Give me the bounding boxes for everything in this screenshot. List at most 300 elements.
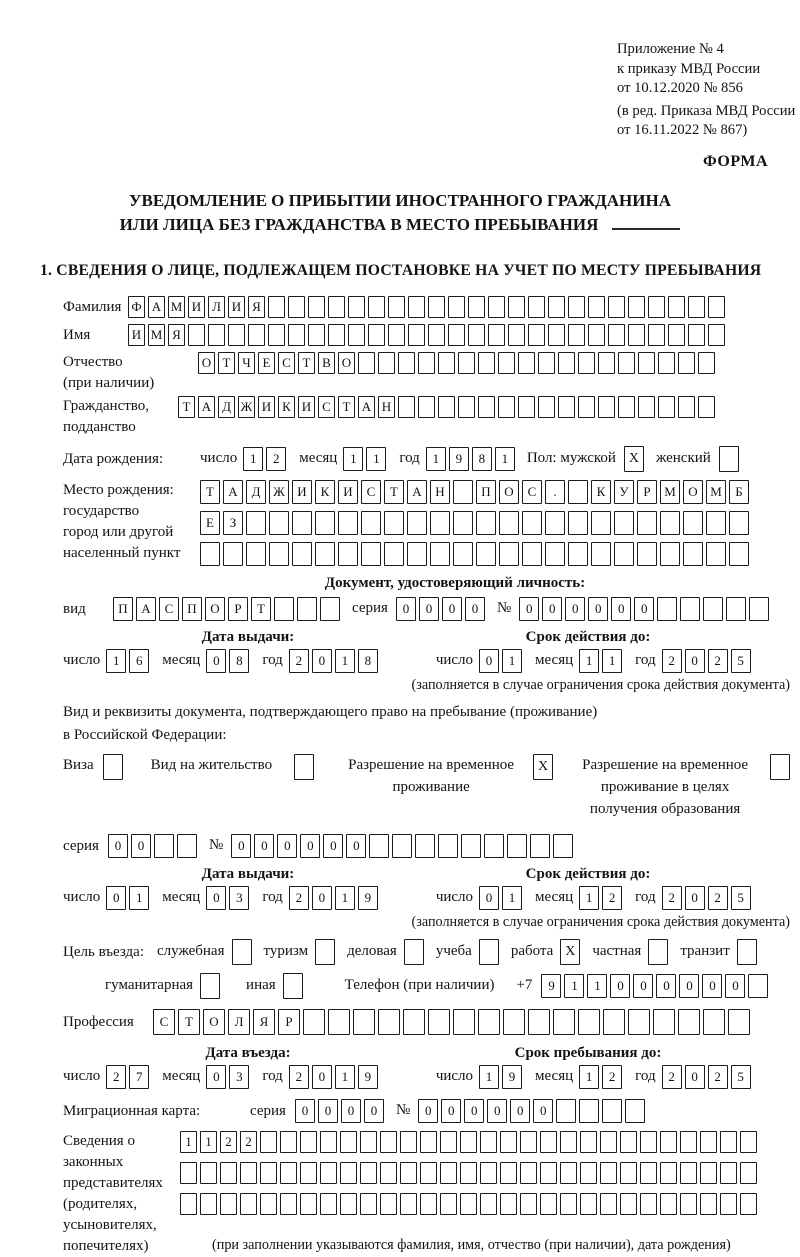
char-cell[interactable]: . bbox=[545, 480, 565, 504]
char-cell[interactable] bbox=[628, 1009, 650, 1035]
char-cell[interactable] bbox=[297, 597, 317, 621]
char-cell[interactable] bbox=[568, 542, 588, 566]
char-cell[interactable] bbox=[458, 396, 475, 418]
char-cell[interactable] bbox=[708, 296, 725, 318]
char-cell[interactable]: А bbox=[223, 480, 243, 504]
char-cell[interactable] bbox=[618, 396, 635, 418]
char-cell[interactable]: 0 bbox=[131, 834, 151, 858]
char-cell[interactable] bbox=[640, 1193, 657, 1215]
char-cell[interactable] bbox=[260, 1131, 277, 1153]
char-cell[interactable] bbox=[269, 542, 289, 566]
char-cell[interactable] bbox=[240, 1162, 257, 1184]
char-cell[interactable] bbox=[103, 754, 123, 780]
char-cell[interactable]: А bbox=[407, 480, 427, 504]
char-cell[interactable] bbox=[340, 1162, 357, 1184]
char-cell[interactable] bbox=[428, 324, 445, 346]
char-cell[interactable]: 0 bbox=[542, 597, 562, 621]
char-cell[interactable]: И bbox=[258, 396, 275, 418]
char-cell[interactable] bbox=[380, 1193, 397, 1215]
char-cell[interactable] bbox=[348, 296, 365, 318]
char-cell[interactable] bbox=[740, 1193, 757, 1215]
char-cell[interactable] bbox=[398, 352, 415, 374]
char-cell[interactable] bbox=[591, 542, 611, 566]
char-cell[interactable] bbox=[338, 511, 358, 535]
char-cell[interactable]: О bbox=[205, 597, 225, 621]
char-cell[interactable] bbox=[530, 834, 550, 858]
char-cell[interactable]: А bbox=[136, 597, 156, 621]
char-cell[interactable] bbox=[408, 324, 425, 346]
char-cell[interactable] bbox=[540, 1193, 557, 1215]
char-cell[interactable] bbox=[228, 324, 245, 346]
char-cell[interactable] bbox=[678, 396, 695, 418]
char-cell[interactable]: 1 bbox=[343, 447, 363, 471]
char-cell[interactable] bbox=[503, 1009, 525, 1035]
char-cell[interactable]: 0 bbox=[685, 1065, 705, 1089]
char-cell[interactable]: О bbox=[203, 1009, 225, 1035]
char-cell[interactable]: И bbox=[338, 480, 358, 504]
char-cell[interactable] bbox=[498, 352, 515, 374]
char-cell[interactable] bbox=[292, 542, 312, 566]
char-cell[interactable] bbox=[706, 511, 726, 535]
char-cell[interactable]: 5 bbox=[731, 1065, 751, 1089]
char-cell[interactable]: 2 bbox=[708, 886, 728, 910]
char-cell[interactable]: 0 bbox=[656, 974, 676, 998]
char-cell[interactable] bbox=[680, 1162, 697, 1184]
char-cell[interactable]: 9 bbox=[358, 886, 378, 910]
char-cell[interactable]: 0 bbox=[364, 1099, 384, 1123]
char-cell[interactable] bbox=[288, 296, 305, 318]
char-cell[interactable] bbox=[328, 1009, 350, 1035]
char-cell[interactable]: 0 bbox=[418, 1099, 438, 1123]
char-cell[interactable]: 1 bbox=[479, 1065, 499, 1089]
char-cell[interactable] bbox=[438, 352, 455, 374]
char-cell[interactable] bbox=[388, 296, 405, 318]
char-cell[interactable]: 0 bbox=[510, 1099, 530, 1123]
char-cell[interactable]: 9 bbox=[358, 1065, 378, 1089]
char-cell[interactable] bbox=[660, 511, 680, 535]
char-cell[interactable]: Т bbox=[338, 396, 355, 418]
char-cell[interactable] bbox=[683, 511, 703, 535]
char-cell[interactable] bbox=[726, 597, 746, 621]
char-cell[interactable] bbox=[268, 296, 285, 318]
char-cell[interactable]: С bbox=[278, 352, 295, 374]
char-cell[interactable] bbox=[680, 1193, 697, 1215]
char-cell[interactable] bbox=[358, 352, 375, 374]
char-cell[interactable] bbox=[528, 1009, 550, 1035]
char-cell[interactable] bbox=[560, 1162, 577, 1184]
char-cell[interactable] bbox=[180, 1162, 197, 1184]
char-cell[interactable] bbox=[478, 352, 495, 374]
char-cell[interactable] bbox=[737, 939, 757, 965]
char-cell[interactable] bbox=[553, 834, 573, 858]
char-cell[interactable] bbox=[274, 597, 294, 621]
char-cell[interactable] bbox=[500, 1162, 517, 1184]
char-cell[interactable] bbox=[460, 1162, 477, 1184]
char-cell[interactable] bbox=[640, 1162, 657, 1184]
char-cell[interactable]: 0 bbox=[277, 834, 297, 858]
char-cell[interactable] bbox=[177, 834, 197, 858]
char-cell[interactable] bbox=[348, 324, 365, 346]
char-cell[interactable]: 2 bbox=[602, 886, 622, 910]
char-cell[interactable]: 0 bbox=[300, 834, 320, 858]
char-cell[interactable]: 0 bbox=[610, 974, 630, 998]
char-cell[interactable] bbox=[460, 1193, 477, 1215]
char-cell[interactable] bbox=[478, 396, 495, 418]
char-cell[interactable] bbox=[620, 1131, 637, 1153]
char-cell[interactable] bbox=[361, 511, 381, 535]
char-cell[interactable] bbox=[700, 1131, 717, 1153]
char-cell[interactable]: 9 bbox=[449, 447, 469, 471]
char-cell[interactable] bbox=[340, 1131, 357, 1153]
char-cell[interactable] bbox=[499, 542, 519, 566]
char-cell[interactable] bbox=[680, 597, 700, 621]
char-cell[interactable] bbox=[308, 324, 325, 346]
char-cell[interactable] bbox=[453, 480, 473, 504]
char-cell[interactable] bbox=[700, 1162, 717, 1184]
char-cell[interactable]: Ч bbox=[238, 352, 255, 374]
char-cell[interactable] bbox=[468, 324, 485, 346]
char-cell[interactable]: 0 bbox=[464, 1099, 484, 1123]
char-cell[interactable]: Я bbox=[253, 1009, 275, 1035]
char-cell[interactable] bbox=[729, 542, 749, 566]
char-cell[interactable]: А bbox=[358, 396, 375, 418]
char-cell[interactable]: 9 bbox=[502, 1065, 522, 1089]
char-cell[interactable]: У bbox=[614, 480, 634, 504]
char-cell[interactable]: О bbox=[683, 480, 703, 504]
char-cell[interactable] bbox=[600, 1162, 617, 1184]
char-cell[interactable] bbox=[708, 324, 725, 346]
char-cell[interactable] bbox=[500, 1131, 517, 1153]
char-cell[interactable] bbox=[480, 1131, 497, 1153]
char-cell[interactable] bbox=[340, 1193, 357, 1215]
char-cell[interactable]: 0 bbox=[487, 1099, 507, 1123]
char-cell[interactable]: 2 bbox=[662, 1065, 682, 1089]
char-cell[interactable] bbox=[580, 1193, 597, 1215]
char-cell[interactable]: И bbox=[188, 296, 205, 318]
char-cell[interactable]: Р bbox=[278, 1009, 300, 1035]
char-cell[interactable]: М bbox=[148, 324, 165, 346]
char-cell[interactable] bbox=[260, 1193, 277, 1215]
char-cell[interactable] bbox=[591, 511, 611, 535]
char-cell[interactable] bbox=[660, 1131, 677, 1153]
char-cell[interactable] bbox=[588, 296, 605, 318]
char-cell[interactable] bbox=[280, 1131, 297, 1153]
char-cell[interactable] bbox=[476, 511, 496, 535]
char-cell[interactable] bbox=[688, 324, 705, 346]
char-cell[interactable] bbox=[628, 324, 645, 346]
char-cell[interactable]: 0 bbox=[479, 886, 499, 910]
char-cell[interactable] bbox=[320, 597, 340, 621]
char-cell[interactable]: 0 bbox=[725, 974, 745, 998]
char-cell[interactable]: К bbox=[591, 480, 611, 504]
char-cell[interactable]: 1 bbox=[129, 886, 149, 910]
char-cell[interactable]: 0 bbox=[565, 597, 585, 621]
char-cell[interactable]: И bbox=[128, 324, 145, 346]
char-cell[interactable] bbox=[603, 1009, 625, 1035]
char-cell[interactable] bbox=[188, 324, 205, 346]
char-cell[interactable] bbox=[200, 1193, 217, 1215]
char-cell[interactable]: 1 bbox=[426, 447, 446, 471]
char-cell[interactable] bbox=[288, 324, 305, 346]
char-cell[interactable] bbox=[378, 352, 395, 374]
char-cell[interactable]: 0 bbox=[533, 1099, 553, 1123]
char-cell[interactable]: 1 bbox=[502, 649, 522, 673]
char-cell[interactable] bbox=[380, 1131, 397, 1153]
char-cell[interactable] bbox=[418, 396, 435, 418]
char-cell[interactable] bbox=[368, 324, 385, 346]
char-cell[interactable] bbox=[640, 1131, 657, 1153]
char-cell[interactable]: 0 bbox=[685, 649, 705, 673]
char-cell[interactable] bbox=[579, 1099, 599, 1123]
char-cell[interactable] bbox=[294, 754, 314, 780]
char-cell[interactable] bbox=[668, 324, 685, 346]
char-cell[interactable] bbox=[553, 1009, 575, 1035]
char-cell[interactable] bbox=[578, 1009, 600, 1035]
char-cell[interactable]: 8 bbox=[229, 649, 249, 673]
char-cell[interactable] bbox=[328, 324, 345, 346]
char-cell[interactable]: И bbox=[228, 296, 245, 318]
char-cell[interactable] bbox=[568, 480, 588, 504]
char-cell[interactable] bbox=[415, 834, 435, 858]
char-cell[interactable]: 2 bbox=[240, 1131, 257, 1153]
char-cell[interactable]: 1 bbox=[243, 447, 263, 471]
char-cell[interactable] bbox=[538, 352, 555, 374]
char-cell[interactable]: 0 bbox=[341, 1099, 361, 1123]
char-cell[interactable] bbox=[223, 542, 243, 566]
char-cell[interactable]: 0 bbox=[312, 649, 332, 673]
char-cell[interactable]: Я bbox=[248, 296, 265, 318]
char-cell[interactable] bbox=[540, 1162, 557, 1184]
char-cell[interactable]: 8 bbox=[472, 447, 492, 471]
char-cell[interactable] bbox=[280, 1162, 297, 1184]
char-cell[interactable]: 0 bbox=[396, 597, 416, 621]
char-cell[interactable] bbox=[668, 296, 685, 318]
char-cell[interactable]: 0 bbox=[588, 597, 608, 621]
char-cell[interactable] bbox=[246, 542, 266, 566]
char-cell[interactable] bbox=[315, 542, 335, 566]
char-cell[interactable] bbox=[453, 511, 473, 535]
char-cell[interactable] bbox=[440, 1193, 457, 1215]
char-cell[interactable]: 0 bbox=[611, 597, 631, 621]
char-cell[interactable]: О bbox=[499, 480, 519, 504]
char-cell[interactable] bbox=[520, 1193, 537, 1215]
char-cell[interactable]: 1 bbox=[495, 447, 515, 471]
char-cell[interactable]: А bbox=[198, 396, 215, 418]
char-cell[interactable] bbox=[720, 1193, 737, 1215]
char-cell[interactable]: 9 bbox=[541, 974, 561, 998]
char-cell[interactable] bbox=[698, 396, 715, 418]
char-cell[interactable]: 5 bbox=[731, 886, 751, 910]
char-cell[interactable]: П bbox=[182, 597, 202, 621]
char-cell[interactable]: Т bbox=[200, 480, 220, 504]
char-cell[interactable] bbox=[620, 1193, 637, 1215]
char-cell[interactable]: 1 bbox=[180, 1131, 197, 1153]
char-cell[interactable]: 0 bbox=[206, 649, 226, 673]
char-cell[interactable] bbox=[568, 296, 585, 318]
char-cell[interactable]: Н bbox=[430, 480, 450, 504]
char-cell[interactable] bbox=[568, 511, 588, 535]
char-cell[interactable]: 0 bbox=[108, 834, 128, 858]
char-cell[interactable] bbox=[580, 1131, 597, 1153]
char-cell[interactable] bbox=[538, 396, 555, 418]
char-cell[interactable] bbox=[480, 1162, 497, 1184]
char-cell[interactable]: О bbox=[198, 352, 215, 374]
char-cell[interactable] bbox=[614, 542, 634, 566]
char-cell[interactable] bbox=[200, 1162, 217, 1184]
char-cell[interactable] bbox=[683, 542, 703, 566]
char-cell[interactable] bbox=[720, 1131, 737, 1153]
char-cell[interactable] bbox=[360, 1131, 377, 1153]
char-cell[interactable] bbox=[545, 511, 565, 535]
char-cell[interactable]: 1 bbox=[579, 649, 599, 673]
char-cell[interactable] bbox=[248, 324, 265, 346]
char-cell[interactable] bbox=[518, 352, 535, 374]
char-cell[interactable] bbox=[180, 1193, 197, 1215]
char-cell[interactable] bbox=[598, 396, 615, 418]
char-cell[interactable] bbox=[430, 542, 450, 566]
char-cell[interactable] bbox=[378, 1009, 400, 1035]
char-cell[interactable] bbox=[353, 1009, 375, 1035]
char-cell[interactable]: Ж bbox=[238, 396, 255, 418]
char-cell[interactable] bbox=[648, 324, 665, 346]
char-cell[interactable]: 1 bbox=[587, 974, 607, 998]
char-cell[interactable]: 0 bbox=[465, 597, 485, 621]
char-cell[interactable] bbox=[338, 542, 358, 566]
char-cell[interactable]: 0 bbox=[702, 974, 722, 998]
char-cell[interactable] bbox=[558, 396, 575, 418]
char-cell[interactable]: И bbox=[292, 480, 312, 504]
char-cell[interactable]: 2 bbox=[708, 649, 728, 673]
char-cell[interactable] bbox=[648, 939, 668, 965]
char-cell[interactable]: Т bbox=[178, 1009, 200, 1035]
char-cell[interactable] bbox=[540, 1131, 557, 1153]
char-cell[interactable]: Р bbox=[228, 597, 248, 621]
char-cell[interactable] bbox=[608, 324, 625, 346]
char-cell[interactable] bbox=[637, 511, 657, 535]
char-cell[interactable] bbox=[328, 296, 345, 318]
char-cell[interactable]: К bbox=[315, 480, 335, 504]
char-cell[interactable]: 2 bbox=[289, 649, 309, 673]
char-cell[interactable]: 0 bbox=[346, 834, 366, 858]
char-cell[interactable] bbox=[480, 1193, 497, 1215]
char-cell[interactable] bbox=[200, 542, 220, 566]
char-cell[interactable] bbox=[706, 542, 726, 566]
char-cell[interactable] bbox=[770, 754, 790, 780]
char-cell[interactable] bbox=[320, 1131, 337, 1153]
char-cell[interactable] bbox=[520, 1162, 537, 1184]
char-cell[interactable] bbox=[460, 1131, 477, 1153]
char-cell[interactable]: X bbox=[624, 446, 644, 472]
char-cell[interactable]: X bbox=[533, 754, 553, 780]
char-cell[interactable] bbox=[678, 1009, 700, 1035]
char-cell[interactable] bbox=[398, 396, 415, 418]
char-cell[interactable]: 3 bbox=[229, 886, 249, 910]
char-cell[interactable]: 1 bbox=[335, 886, 355, 910]
char-cell[interactable] bbox=[719, 446, 739, 472]
char-cell[interactable]: Е bbox=[200, 511, 220, 535]
char-cell[interactable] bbox=[361, 542, 381, 566]
char-cell[interactable]: 0 bbox=[312, 1065, 332, 1089]
char-cell[interactable] bbox=[303, 1009, 325, 1035]
char-cell[interactable] bbox=[556, 1099, 576, 1123]
char-cell[interactable]: 0 bbox=[519, 597, 539, 621]
char-cell[interactable] bbox=[658, 396, 675, 418]
char-cell[interactable]: М bbox=[168, 296, 185, 318]
char-cell[interactable] bbox=[407, 511, 427, 535]
char-cell[interactable] bbox=[720, 1162, 737, 1184]
char-cell[interactable] bbox=[408, 296, 425, 318]
char-cell[interactable]: Ф bbox=[128, 296, 145, 318]
char-cell[interactable] bbox=[740, 1131, 757, 1153]
char-cell[interactable] bbox=[614, 511, 634, 535]
char-cell[interactable]: 7 bbox=[129, 1065, 149, 1089]
char-cell[interactable] bbox=[678, 352, 695, 374]
char-cell[interactable] bbox=[246, 511, 266, 535]
char-cell[interactable]: С bbox=[318, 396, 335, 418]
char-cell[interactable] bbox=[657, 597, 677, 621]
char-cell[interactable] bbox=[268, 324, 285, 346]
char-cell[interactable]: 6 bbox=[129, 649, 149, 673]
char-cell[interactable]: Т bbox=[178, 396, 195, 418]
char-cell[interactable] bbox=[520, 1131, 537, 1153]
char-cell[interactable] bbox=[269, 511, 289, 535]
char-cell[interactable]: Я bbox=[168, 324, 185, 346]
char-cell[interactable]: 0 bbox=[106, 886, 126, 910]
char-cell[interactable]: 0 bbox=[206, 886, 226, 910]
char-cell[interactable]: X bbox=[560, 939, 580, 965]
char-cell[interactable] bbox=[260, 1162, 277, 1184]
char-cell[interactable] bbox=[507, 834, 527, 858]
char-cell[interactable] bbox=[220, 1162, 237, 1184]
char-cell[interactable] bbox=[620, 1162, 637, 1184]
char-cell[interactable] bbox=[438, 396, 455, 418]
char-cell[interactable] bbox=[320, 1162, 337, 1184]
char-cell[interactable] bbox=[625, 1099, 645, 1123]
char-cell[interactable]: 5 bbox=[731, 649, 751, 673]
char-cell[interactable] bbox=[740, 1162, 757, 1184]
char-cell[interactable] bbox=[499, 511, 519, 535]
char-cell[interactable] bbox=[528, 296, 545, 318]
char-cell[interactable] bbox=[680, 1131, 697, 1153]
char-cell[interactable] bbox=[300, 1162, 317, 1184]
char-cell[interactable] bbox=[453, 1009, 475, 1035]
char-cell[interactable] bbox=[498, 396, 515, 418]
char-cell[interactable] bbox=[703, 597, 723, 621]
char-cell[interactable]: Е bbox=[258, 352, 275, 374]
char-cell[interactable] bbox=[430, 511, 450, 535]
char-cell[interactable] bbox=[315, 511, 335, 535]
char-cell[interactable]: 2 bbox=[289, 886, 309, 910]
char-cell[interactable] bbox=[384, 542, 404, 566]
char-cell[interactable] bbox=[560, 1131, 577, 1153]
char-cell[interactable]: 2 bbox=[289, 1065, 309, 1089]
char-cell[interactable]: 2 bbox=[708, 1065, 728, 1089]
char-cell[interactable] bbox=[403, 1009, 425, 1035]
char-cell[interactable] bbox=[220, 1193, 237, 1215]
char-cell[interactable]: 1 bbox=[502, 886, 522, 910]
char-cell[interactable] bbox=[300, 1131, 317, 1153]
char-cell[interactable] bbox=[478, 1009, 500, 1035]
char-cell[interactable]: 1 bbox=[106, 649, 126, 673]
char-cell[interactable]: 1 bbox=[579, 1065, 599, 1089]
char-cell[interactable] bbox=[729, 511, 749, 535]
char-cell[interactable]: Б bbox=[729, 480, 749, 504]
char-cell[interactable] bbox=[508, 324, 525, 346]
char-cell[interactable]: В bbox=[318, 352, 335, 374]
char-cell[interactable] bbox=[608, 296, 625, 318]
char-cell[interactable]: Н bbox=[378, 396, 395, 418]
char-cell[interactable]: 0 bbox=[685, 886, 705, 910]
